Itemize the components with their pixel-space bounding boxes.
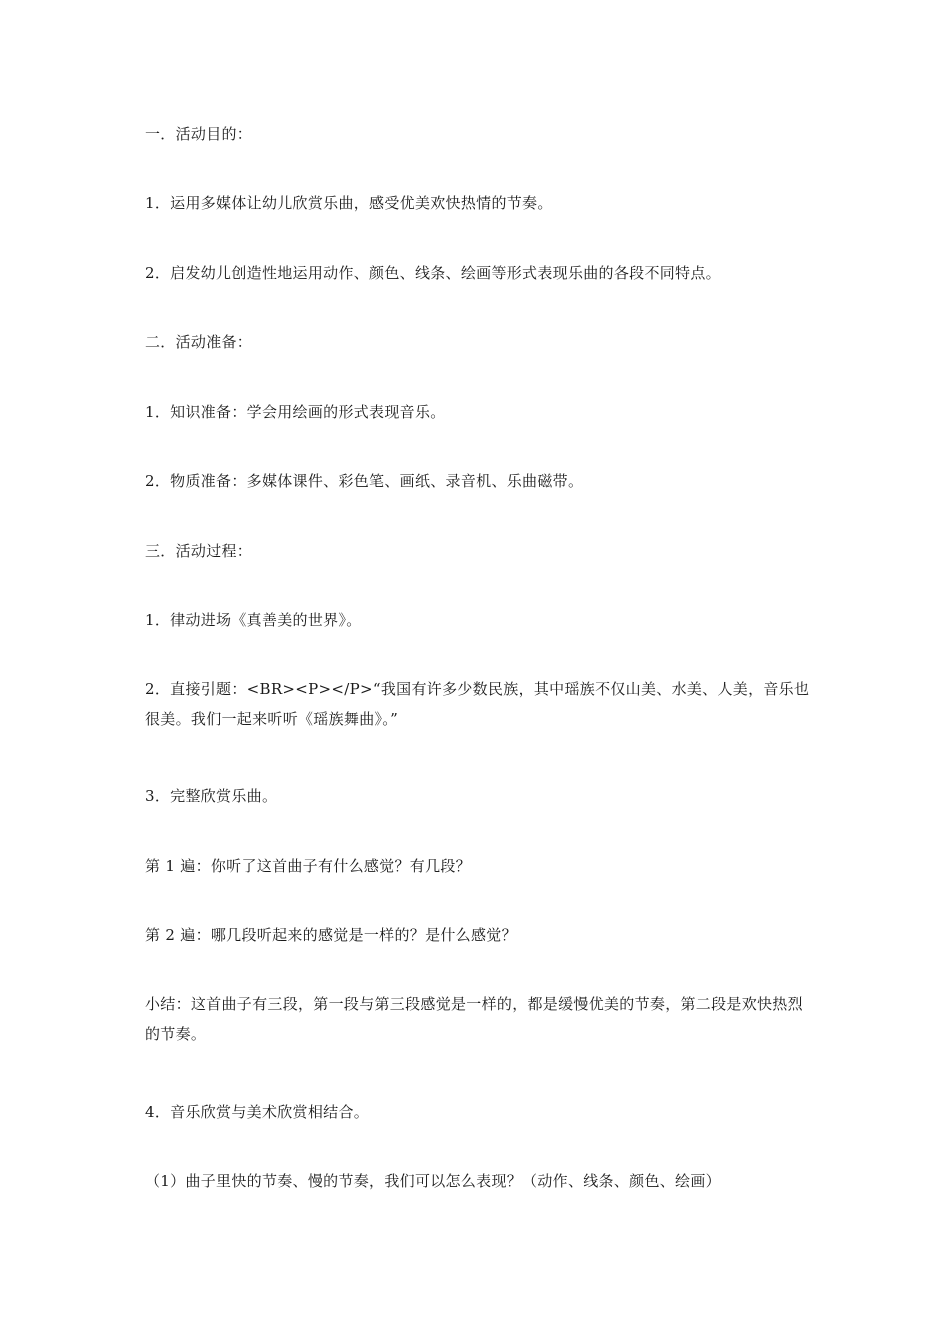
paragraph: 2．直接引题：<BR><P></P>“我国有许多少数民族，其中瑶族不仅山美、水美、人美，音乐也很美。我们一起来听听《瑶族舞曲》。” — [145, 680, 810, 728]
paragraph: 1．知识准备：学会用绘画的形式表现音乐。 — [145, 403, 446, 421]
section-heading-process: 三．活动过程： — [145, 542, 253, 560]
paragraph: 第 1 遍：你听了这首曲子有什么感觉？有几段？ — [145, 857, 471, 875]
paragraph: 1．运用多媒体让幼儿欣赏乐曲，感受优美欢快热情的节奏。 — [145, 194, 553, 212]
paragraph: 3．完整欣赏乐曲。 — [145, 787, 278, 805]
section-heading-objectives: 一．活动目的： — [145, 125, 253, 143]
paragraph: 第 2 遍：哪几段听起来的感觉是一样的？是什么感觉？ — [145, 926, 517, 944]
paragraph: 2．物质准备：多媒体课件、彩色笔、画纸、录音机、乐曲磁带。 — [145, 472, 584, 490]
paragraph: 2．启发幼儿创造性地运用动作、颜色、线条、绘画等形式表现乐曲的各段不同特点。 — [145, 264, 721, 282]
section-heading-preparation: 二．活动准备： — [145, 333, 253, 351]
paragraph: 1．律动进场《真善美的世界》。 — [145, 611, 362, 629]
paragraph: 4．音乐欣赏与美术欣赏相结合。 — [145, 1103, 370, 1121]
paragraph: （1）曲子里快的节奏、慢的节奏，我们可以怎么表现？（动作、线条、颜色、绘画） — [145, 1172, 721, 1190]
paragraph-summary: 小结：这首曲子有三段，第一段与第三段感觉是一样的，都是缓慢优美的节奏，第二段是欢快热烈的节奏。 — [145, 995, 803, 1043]
